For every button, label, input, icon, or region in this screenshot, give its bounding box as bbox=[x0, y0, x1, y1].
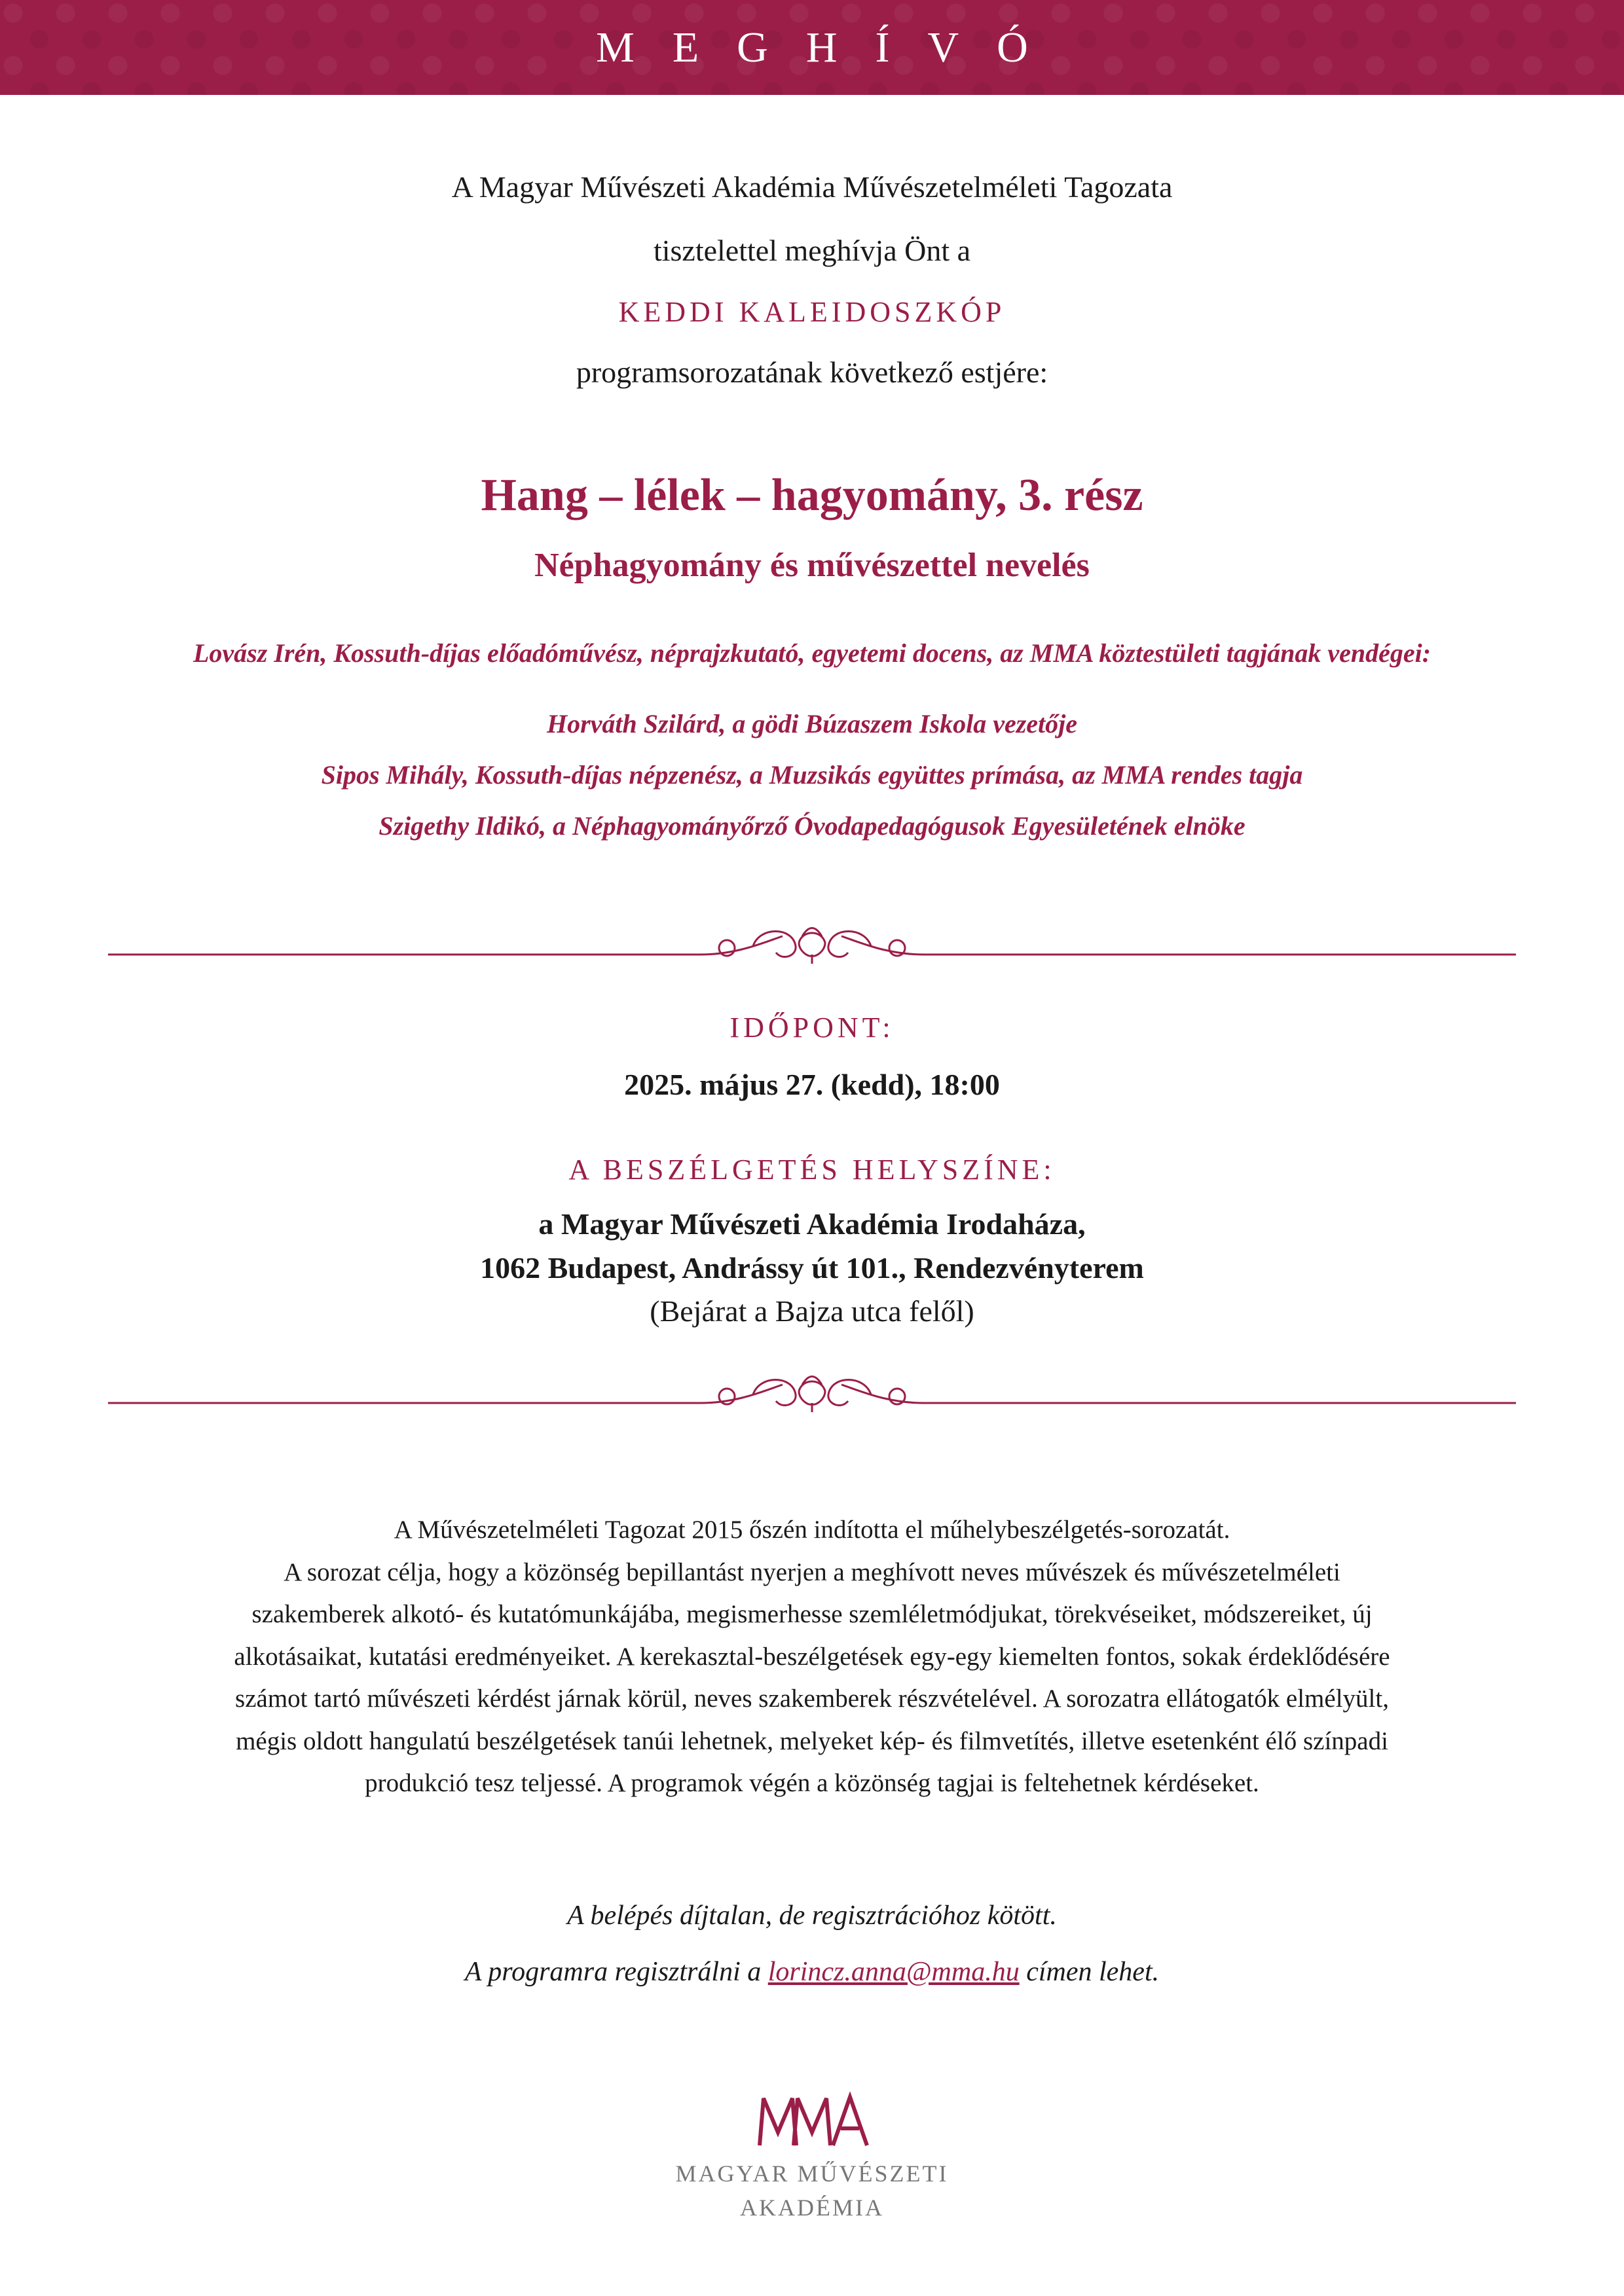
event-title: Hang – lélek – hagyomány, 3. rész bbox=[481, 470, 1143, 520]
description-line: mégis oldott hangulatú beszélgetések tanúi lehetnek, melyeket kép- és filmvetítés, illetve esetenként élő színpadi bbox=[236, 1726, 1388, 1755]
venue-label: A BESZÉLGETÉS HELYSZÍNE: bbox=[568, 1154, 1056, 1186]
intro-line-1: A Magyar Művészeti Akadémia Művészetelméleti Tagozata bbox=[451, 170, 1173, 204]
description-line: szakemberek alkotó- és kutatómunkájába, megismerhesse szemléletmódjukat, törekvéseiket, módszereiket, új bbox=[251, 1600, 1373, 1628]
guest-item: Szigethy Ildikó, a Néphagyományőrző Óvodapedagógusok Egyesületének elnöke bbox=[378, 811, 1246, 841]
time-label: IDŐPONT: bbox=[729, 1011, 895, 1044]
intro-line-3: programsorozatának következő estjére: bbox=[576, 355, 1048, 389]
description-line: számot tartó művészeti kérdést járnak körül, neves szakemberek részvételével. A sorozatra ellátogatók elmélyült, bbox=[235, 1685, 1389, 1713]
description-line: alkotásaikat, kutatási eredményeiket. A kerekasztal-beszélgetések egy-egy kiemelten fontos, sokak érdeklődésére bbox=[234, 1642, 1390, 1671]
event-subtitle: Néphagyomány és művészettel nevelés bbox=[534, 547, 1090, 584]
venue-line-2: 1062 Budapest, Andrássy út 101., Rendezvényterem bbox=[480, 1251, 1144, 1285]
banner-title: MEGHÍVÓ bbox=[596, 24, 1066, 71]
description-line: A sorozat célja, hogy a közönség bepillantást nyerjen a meghívott neves művészek és művészetelméleti bbox=[284, 1558, 1340, 1586]
description-paragraph bbox=[0, 1509, 1624, 1805]
guest-host: Lovász Irén, Kossuth-díjas előadóművész, néprajzkutató, egyetemi docens, az MMA köztestületi tagjának vendégei: bbox=[193, 638, 1431, 668]
mma-logo-mark bbox=[747, 2092, 877, 2151]
registration-note: A belépés díjtalan, de regisztrációhoz kötött. bbox=[567, 1901, 1057, 1931]
ornament-divider bbox=[108, 1365, 1516, 1417]
series-name: KEDDI KALEIDOSZKÓP bbox=[618, 296, 1006, 328]
venue-line-3: (Bejárat a Bajza utca felől) bbox=[650, 1294, 974, 1328]
description-line: A Művészetelméleti Tagozat 2015 őszén indította el műhelybeszélgetés-sorozatát. bbox=[394, 1516, 1230, 1544]
registration-info bbox=[0, 1953, 1624, 1991]
guest-item: Sipos Mihály, Kossuth-díjas népzenész, a Muzsikás együttes prímása, az MMA rendes tagja bbox=[321, 760, 1303, 790]
registration-prefix: A programra regisztrálni a bbox=[464, 1957, 768, 1987]
venue-line-1: a Magyar Művészeti Akadémia Irodaháza, bbox=[538, 1207, 1086, 1241]
logo-name-line-1: MAGYAR MŰVÉSZETI bbox=[675, 2160, 949, 2187]
intro-line-2: tisztelettel meghívja Önt a bbox=[653, 234, 971, 267]
time-value: 2025. május 27. (kedd), 18:00 bbox=[624, 1068, 1000, 1101]
registration-suffix: címen lehet. bbox=[1019, 1957, 1160, 1987]
ornament-divider bbox=[108, 917, 1516, 969]
registration-email-link[interactable]: lorincz.anna@mma.hu bbox=[767, 1957, 1020, 1987]
description-line: produkció tesz teljessé. A programok végén a közönség tagjai is feltehetnek kérdéseket. bbox=[365, 1769, 1259, 1797]
guest-item: Horváth Szilárd, a gödi Búzaszem Iskola vezetője bbox=[546, 709, 1078, 738]
header-banner bbox=[0, 0, 1624, 95]
logo-name-line-2: AKADÉMIA bbox=[740, 2195, 884, 2221]
